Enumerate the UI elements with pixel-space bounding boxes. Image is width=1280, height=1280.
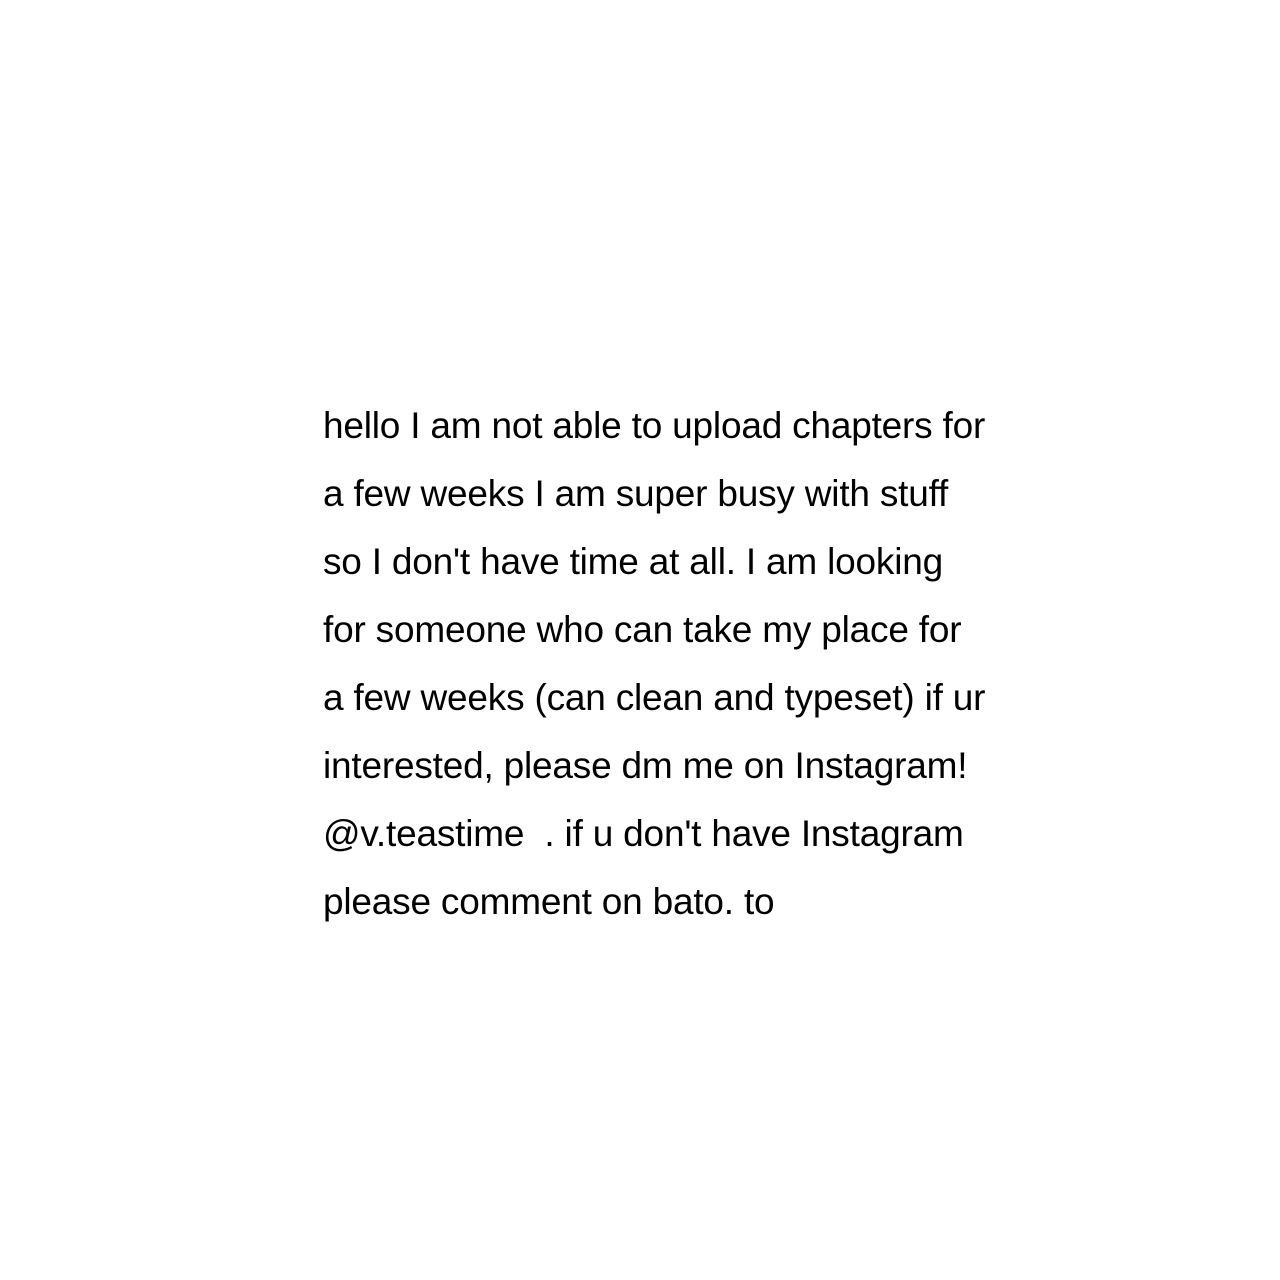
text-line: a few weeks I am super busy with stuff	[323, 473, 949, 514]
text-line: hello I am not able to upload chapters for	[323, 405, 986, 446]
text-line: a few weeks (can clean and typeset) if ur	[323, 677, 986, 718]
text-line: interested, please dm me on Instagram!	[323, 745, 968, 786]
text-line: please comment on bato. to	[323, 881, 775, 922]
text-line: @v.teastime . if u don't have Instagram	[323, 813, 964, 854]
announcement-text	[323, 400, 1043, 944]
text-line: so I don't have time at all. I am looking	[323, 541, 943, 582]
text-line: for someone who can take my place for	[323, 609, 962, 650]
